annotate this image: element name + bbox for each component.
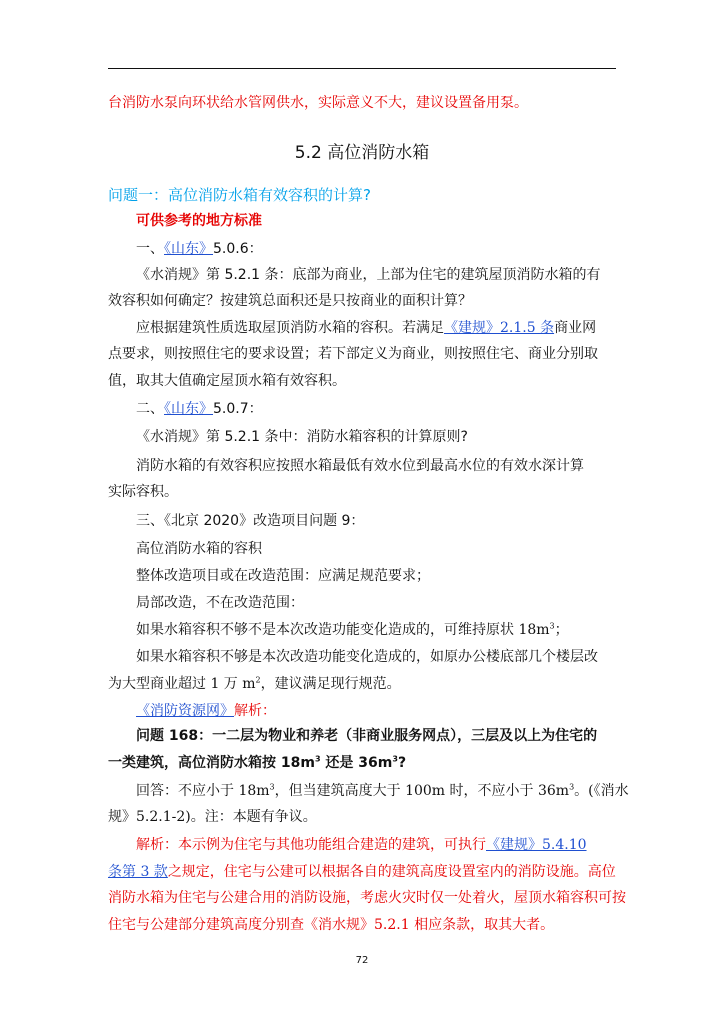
reply-line1-end: 。(《消水 — [574, 783, 629, 799]
item1-answer-post: 商业网 — [554, 320, 597, 336]
question-heading: 问题一：高位消防水箱有效容积的计算? — [108, 186, 371, 204]
clause-3-link[interactable]: 条第 3 款 — [108, 864, 168, 880]
item2-link[interactable]: 《山东》 — [164, 401, 213, 417]
item2-answer-line1: 消防水箱的有效容积应按照水箱最低有效水位到最高水位的有效水深计算 — [136, 458, 584, 474]
item1-code: 5.0.6： — [213, 241, 263, 257]
web-source-line — [136, 702, 276, 720]
page-number: 72 — [355, 955, 369, 966]
item1-link[interactable]: 《山东》 — [164, 241, 213, 257]
analysis-line1-text: 解析：本示例为住宅与其他功能组合建造的建筑，可执行 — [136, 837, 486, 853]
jiangui-5-4-10-link[interactable]: 《建规》5.4.10 — [486, 837, 587, 853]
reply-line2: 规》5.2.1-2)。注：本题有争议。 — [108, 809, 317, 825]
item1-question-line1: 《水消规》第 5.2.1 条：底部为商业，上部为住宅的建筑屋顶消防水箱的有 — [136, 267, 601, 283]
web-source-suffix: 解析： — [234, 703, 276, 719]
item1-answer-pre: 应根据建筑性质选取屋顶消防水箱的容积。若满足 — [136, 320, 444, 336]
analysis-line3: 消防水箱为住宅与公建合用的消防设施，考虑火灾时仅一处着火，屋顶水箱容积可按 — [108, 890, 626, 906]
item1-heading — [136, 240, 263, 258]
q168-line2-text: 一类建筑，高位消防水箱按 18m — [108, 755, 315, 771]
item3-line3: 局部改造，不在改造范围： — [136, 595, 304, 611]
item3-line2: 整体改造项目或在改造范围：应满足规范要求； — [136, 568, 430, 584]
q168-line2 — [108, 754, 406, 772]
cubic-superscript: 3 — [549, 621, 555, 631]
item1-answer-line1 — [136, 319, 596, 337]
item1-answer-line2: 点要求，则按照住宅的要求设置；若下部定义为商业，则按照住宅、商业分别取 — [108, 346, 598, 362]
item1-question-line2: 效容积如何确定？按建筑总面积还是只按商业的面积计算？ — [108, 293, 472, 309]
item3-line1: 高位消防水箱的容积 — [136, 541, 262, 557]
item3-line5: 如果水箱容积不够是本次改造功能变化造成的，如原办公楼底部几个楼层改 — [136, 649, 598, 665]
square-superscript: 2 — [255, 675, 261, 685]
item2-num: 二、 — [136, 401, 164, 417]
reply-line1 — [136, 782, 629, 800]
analysis-line1 — [136, 836, 587, 854]
item2-question: 《水消规》第 5.2.1 条中：消防水箱容积的计算原则? — [136, 429, 468, 445]
item3-line4-text: 如果水箱容积不够不是本次改造功能变化造成的，可维持原状 18m — [136, 622, 550, 638]
item3-line4 — [136, 621, 569, 639]
local-standard-label: 可供参考的地方标准 — [136, 213, 262, 229]
item3-line6-text: 为大型商业超过 1 万 m — [108, 676, 256, 692]
item1-answer-line3: 值，取其大值确定屋顶水箱有效容积。 — [108, 373, 346, 389]
section-title: 5.2 高位消防水箱 — [294, 143, 430, 163]
cubic-superscript: 3 — [392, 754, 398, 764]
item1-num: 一、 — [136, 241, 164, 257]
item3-line4-end: ； — [554, 622, 569, 638]
analysis-line2 — [108, 863, 616, 881]
jiangui-2-1-5-link[interactable]: 《建规》2.1.5 条 — [444, 320, 555, 336]
web-source-link[interactable]: 《消防资源网》 — [136, 703, 234, 719]
top-note: 台消防水泵向环状给水管网供水，实际意义不大，建议设置备用泵。 — [108, 95, 528, 111]
item3-heading: 三、《北京 2020》改造项目问题 9： — [136, 513, 365, 529]
analysis-line2-text: 之规定，住宅与公建可以根据各自的建筑高度设置室内的消防设施。高位 — [167, 864, 616, 880]
analysis-line4: 住宅与公建部分建筑高度分别查《消水规》5.2.1 相应条款，取其大者。 — [108, 917, 555, 933]
cubic-superscript: 3 — [314, 754, 321, 764]
item2-heading — [136, 400, 263, 418]
reply-line1-text: 回答：不应小于 18m — [136, 783, 270, 799]
header-rule — [108, 68, 616, 69]
item2-code: 5.0.7： — [213, 401, 263, 417]
q168-line2-end: ? — [397, 755, 407, 771]
reply-line1-mid: ，但当建筑高度大于 100m 时，不应小于 36m — [274, 783, 570, 799]
q168-line1: 问题 168：一二层为物业和养老（非商业服务网点），三层及以上为住宅的 — [136, 728, 598, 744]
item2-answer-line2: 实际容积。 — [108, 484, 178, 500]
cubic-superscript: 3 — [269, 782, 275, 792]
item3-line6-end: ，建议满足现行规范。 — [260, 676, 401, 692]
q168-line2-mid: 还是 36m — [320, 755, 393, 771]
item3-line6 — [108, 675, 401, 693]
cubic-superscript: 3 — [569, 782, 575, 792]
